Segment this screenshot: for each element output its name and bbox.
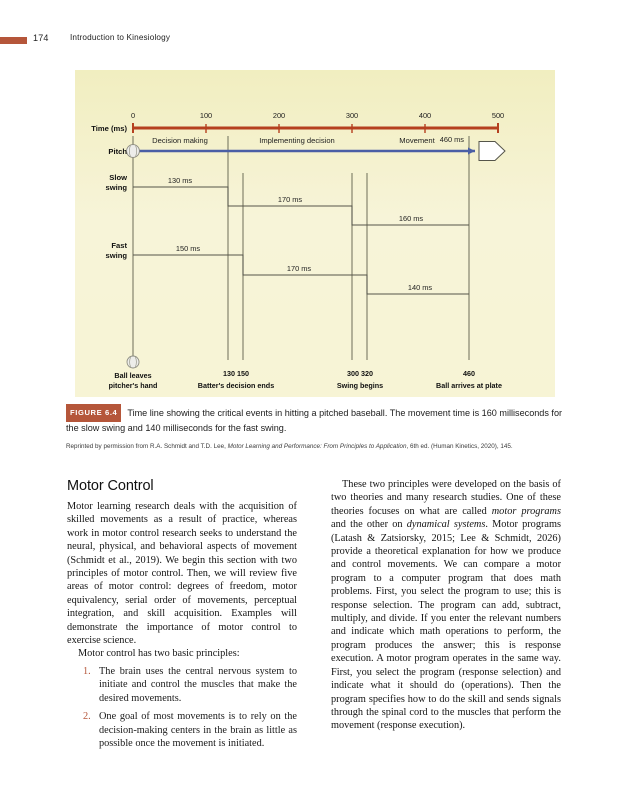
footer-3-value: 460 — [463, 369, 475, 378]
header-rule-decoration — [0, 37, 27, 44]
section-heading: Motor Control — [67, 478, 154, 494]
page-number: 174 — [33, 33, 49, 43]
fast-swing-row-label-line2: swing — [105, 251, 127, 260]
fast-swing-segment-1-label: 150 ms — [175, 244, 201, 253]
tick-label-500: 500 — [491, 111, 505, 120]
figure-number-badge: FIGURE 6.4 — [66, 404, 121, 422]
right-text-part1: These two principles were developed on the basis of two theories and many research studies. One of these theories focuses on what are called — [331, 479, 561, 517]
right-paragraph-1 — [331, 478, 561, 733]
term-motor-programs: motor programs — [491, 505, 561, 517]
footer-swing-begins — [337, 369, 383, 390]
footer-2-line1: Swing begins — [336, 381, 384, 390]
credit-source-title: Motor Learning and Performance: From Principles to Application — [227, 443, 407, 450]
footer-0-line1: Ball leaves — [114, 371, 152, 380]
page-running-head — [0, 33, 626, 49]
timeline-chart — [75, 70, 555, 397]
figure-panel — [75, 70, 555, 397]
right-text-part3: . Motor programs (Latash & Zatsiorsky, 2015; Lee & Schmidt, 2026) provide a theoretical explanation for how we produce and control movements. We can compare a motor program to a computer program that does math problems. First, you select the program to use; this is response selection. The program can add, subtract, multiply, and divide. If you enter the relevant numbers and indicate which math operations to perform, the program produces the answer; this is response execution. A motor program operates in the same way. First, you select the program (response selection) and indicate what it should do (operations). Then the program specifies how to do the skill and sends signals through the spinal cord to the muscles that perform the movement (response execution). — [331, 519, 561, 732]
event-footers — [109, 356, 502, 390]
credit-text-part2: , 6th ed. (Human Kinetics, 2020), 145. — [406, 443, 513, 450]
phase-label-movement: Movement — [399, 136, 435, 145]
footer-1-value: 130 150 — [223, 369, 249, 378]
list-item-text: The brain uses the central nervous system to initiate and control the muscles that make the desired movements. — [99, 665, 297, 704]
list-item-number: 2. — [83, 711, 91, 723]
credit-text-part1: Reprinted by permission from R.A. Schmidt and T.D. Lee, — [66, 443, 228, 450]
phase-annotations — [152, 136, 435, 145]
phase-label-decision-making: Decision making — [152, 136, 208, 145]
time-axis-label: Time (ms) — [91, 124, 127, 133]
tick-label-100: 100 — [199, 111, 213, 120]
footer-batters-decision-ends — [198, 369, 274, 390]
list-item — [67, 665, 297, 705]
footer-ball-leaves — [109, 356, 158, 390]
baseball-icon-release — [127, 145, 140, 158]
body-columns — [67, 478, 561, 768]
slow-swing-row-label-line1: Slow — [109, 173, 127, 182]
figure-caption — [66, 404, 563, 435]
figure-caption-block — [66, 404, 563, 452]
pitch-duration-label: 460 ms — [439, 135, 464, 144]
right-text-part2: and the other on — [331, 519, 407, 531]
phase-label-implementing-decision: Implementing decision — [259, 136, 335, 145]
footer-0-line2: pitcher's hand — [108, 381, 158, 390]
footer-ball-arrives — [436, 369, 502, 390]
pitch-row-label: Pitch — [108, 147, 127, 156]
tick-label-200: 200 — [272, 111, 286, 120]
slow-swing-row-label-line2: swing — [105, 183, 127, 192]
fast-swing-segment-3-label: 140 ms — [407, 283, 433, 292]
home-plate-icon — [479, 142, 505, 161]
fast-swing-series — [105, 241, 469, 294]
slow-swing-segment-3-label: 160 ms — [398, 214, 424, 223]
fast-swing-row-label-line1: Fast — [111, 241, 127, 250]
footer-2-value: 300 320 — [347, 369, 373, 378]
list-item — [67, 710, 297, 750]
term-dynamical-systems: dynamical systems — [406, 519, 486, 531]
list-item-number: 1. — [83, 665, 91, 677]
tick-label-0: 0 — [130, 111, 136, 120]
figure-caption-text: Time line showing the critical events in hitting a pitched baseball. The movement time is 160 milliseconds for the slow swing and 140 milliseconds for the fast swing. — [66, 408, 563, 433]
fast-swing-segment-2-label: 170 ms — [286, 264, 312, 273]
tick-label-300: 300 — [345, 111, 359, 120]
left-paragraph-1: Motor learning research deals with the acquisition of skilled movements as a result of practice, whereas work in motor control research seeks to understand the neural, physical, and behavioral aspects of movement (Schmidt et al., 2019). We begin this section with two principles of motor control. Then, we will review five areas of motor control: degrees of freedom, motor equivalency, serial order of movements, perceptual integration, and skill acquisition. Examples will demonstrate the importance of motor control to exercise science. — [67, 501, 297, 647]
left-column — [67, 478, 297, 755]
axis-tick-labels — [131, 111, 504, 120]
list-item-text: One goal of most movements is to rely on the decision-making centers in the brain as little as possible once the movement is initiated. — [99, 711, 297, 749]
running-title: Introduction to Kinesiology — [70, 33, 171, 42]
principles-list — [67, 665, 297, 750]
slow-swing-segment-1-label: 130 ms — [167, 176, 193, 185]
figure-credit-line — [66, 442, 561, 452]
footer-1-line1: Batter's decision ends — [197, 381, 275, 390]
footer-3-line1: Ball arrives at plate — [436, 381, 502, 390]
time-axis — [133, 123, 498, 133]
baseball-icon-footer — [127, 356, 139, 368]
tick-label-400: 400 — [418, 111, 432, 120]
slow-swing-series — [105, 173, 469, 225]
left-paragraph-2: Motor control has two basic principles: — [78, 648, 240, 660]
slow-swing-segment-2-label: 170 ms — [277, 195, 303, 204]
right-column — [331, 478, 561, 733]
